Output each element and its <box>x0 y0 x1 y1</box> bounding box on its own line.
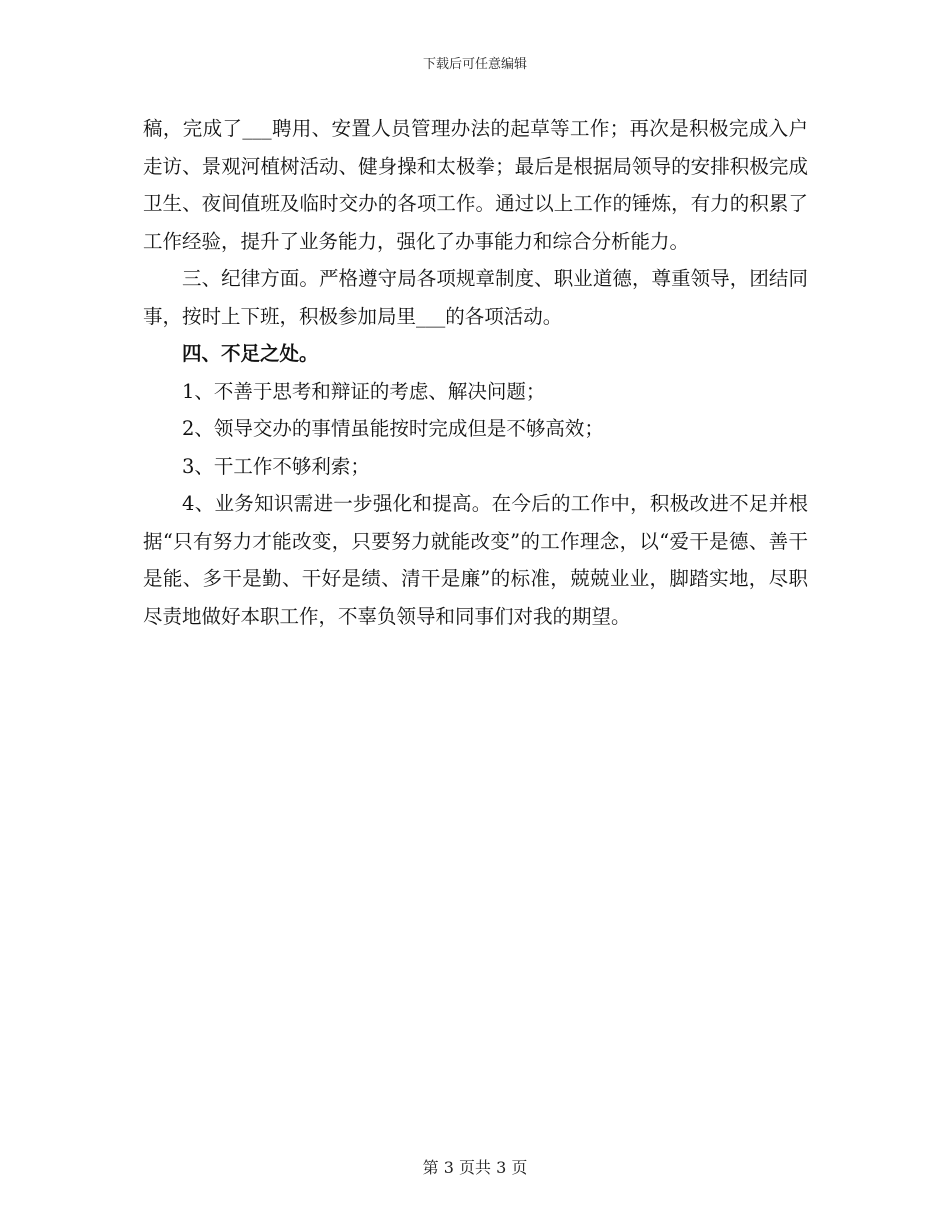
paragraph-continuation: 稿，完成了___聘用、安置人员管理办法的起草等工作；再次是积极完成入户走访、景观河植树活动、健身操和太极拳；最后是根据局领导的安排积极完成卫生、夜间值班及临时交办的各项工作。通过以上工作的锤炼，有力的积累了工作经验，提升了业务能力，强化了办事能力和综合分析能力。 <box>143 117 808 253</box>
list-item-3: 3、干工作不够利索； <box>182 454 370 478</box>
list-item-1: 1、不善于思考和辩证的考虑、解决问题； <box>182 379 546 403</box>
section-heading-shortcomings: 四、不足之处。 <box>182 342 319 365</box>
page-number-footer: 第 3 页共 3 页 <box>422 1158 528 1177</box>
document-body <box>143 110 808 635</box>
list-item-4: 4、业务知识需进一步强化和提高。在今后的工作中，积极改进不足并根据“只有努力才能改变，只要努力就能改变”的工作理念，以“爱干是德、善干是能、多干是勤、干好是绩、清干是廉”的标准，兢兢业业，脚踏实地，尽职尽责地做好本职工作，不辜负领导和同事们对我的期望。 <box>143 492 808 628</box>
page-header: 下载后可任意编辑 <box>422 57 527 72</box>
paragraph-discipline: 三、纪律方面。严格遵守局各项规章制度、职业道德，尊重领导，团结同事，按时上下班，积极参加局里___的各项活动。 <box>143 267 808 328</box>
list-item-2: 2、领导交办的事情虽能按时完成但是不够高效； <box>182 417 604 440</box>
